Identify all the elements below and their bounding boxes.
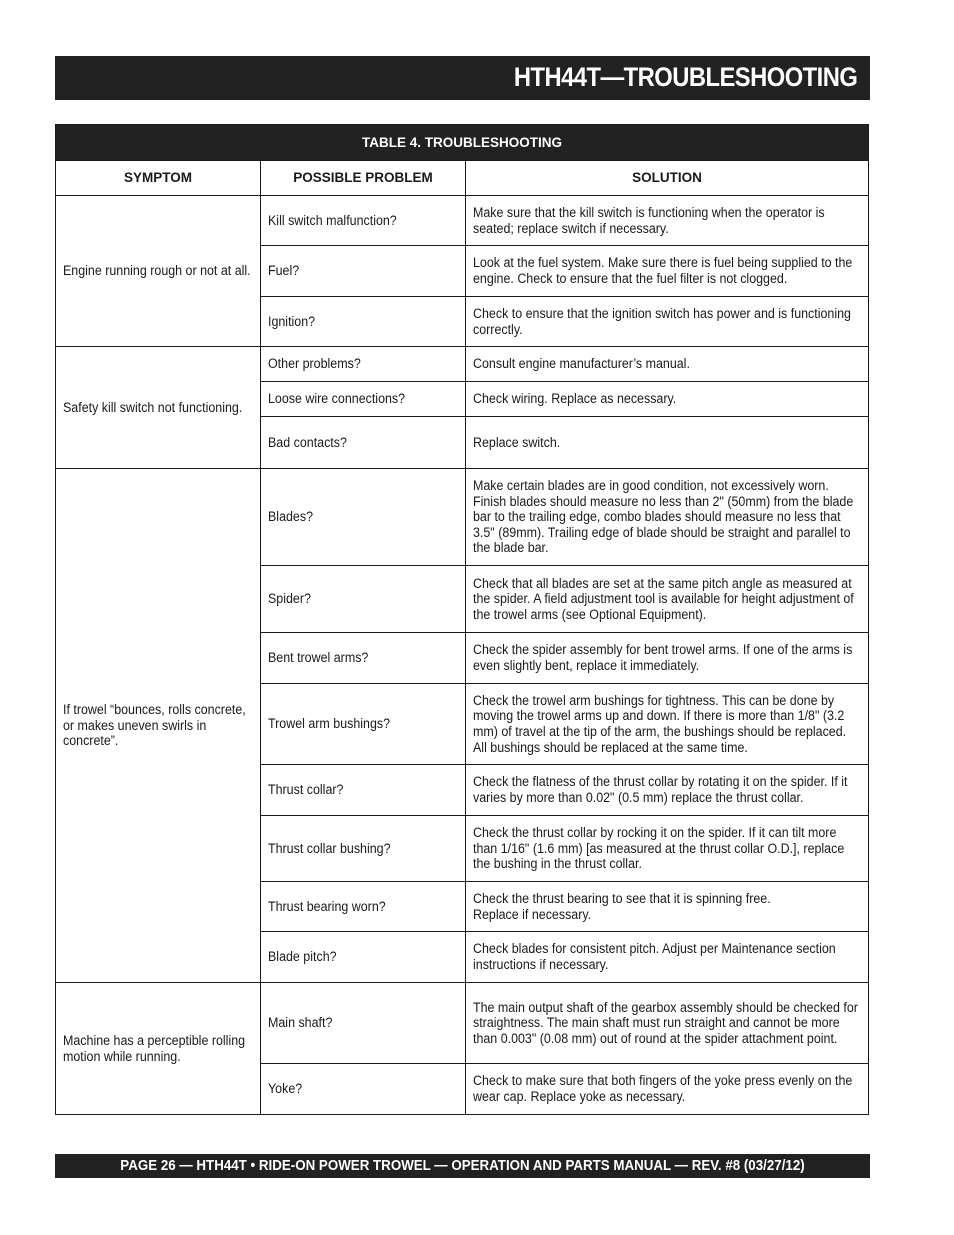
- solution-text: Check that all blades are set at the same pitch angle as measured at the spider. A field adjustment tool is available for height adjustment of the trowel arms (see Optional Equipment).: [473, 575, 854, 622]
- solution-cell: [466, 566, 869, 633]
- table-caption: TABLE 4. TROUBLESHOOTING: [56, 125, 869, 161]
- symptom-text: Machine has a perceptible rolling motion while running.: [63, 1032, 246, 1064]
- solution-cell: [466, 684, 869, 765]
- solution-cell: [466, 417, 869, 469]
- column-header-solution: SOLUTION: [466, 161, 869, 196]
- symptom-text: If trowel “bounces, rolls concrete, or makes uneven swirls in concrete”.: [63, 702, 246, 749]
- problem-text: Yoke?: [268, 1081, 303, 1097]
- solution-text: Check the flatness of the thrust collar by rotating it on the spider. If it varies by more than 0.02" (0.5 mm) replace the thrust collar.: [473, 774, 848, 805]
- solution-cell: [466, 246, 869, 297]
- symptom-cell: [56, 983, 261, 1115]
- problem-cell: [261, 566, 466, 633]
- column-header-possible-problem: POSSIBLE PROBLEM: [261, 161, 466, 196]
- problem-cell: [261, 417, 466, 469]
- solution-text: Make certain blades are in good condition, not excessively worn. Finish blades should measure no less than 2" (50mm) from the blade bar to the trailing edge, combo blades should measure no less that 3.5" (89mm). Trailing edge of blade should be straight and parallel to the blade bar.: [473, 478, 854, 556]
- solution-text: Check the thrust bearing to see that it is spinning free. Replace if necessary.: [473, 890, 771, 922]
- solution-cell: [466, 382, 869, 417]
- page-footer: PAGE 26 — HTH44T • RIDE-ON POWER TROWEL — OPERATION AND PARTS MANUAL — REV. #8 (03/27/12): [120, 1158, 805, 1174]
- problem-text: Spider?: [268, 591, 311, 607]
- problem-text: Bent trowel arms?: [268, 650, 369, 666]
- solution-cell: [466, 196, 869, 246]
- problem-cell: [261, 1064, 466, 1115]
- symptom-text: Safety kill switch not functioning.: [63, 399, 243, 415]
- solution-cell: [466, 932, 869, 983]
- solution-text: Consult engine manufacturer’s manual.: [473, 356, 690, 372]
- solution-cell: [466, 816, 869, 882]
- problem-cell: [261, 469, 466, 566]
- problem-text: Blade pitch?: [268, 949, 337, 965]
- problem-text: Other problems?: [268, 356, 361, 372]
- page-title-bar: [55, 56, 870, 100]
- solution-cell: [466, 633, 869, 684]
- troubleshooting-table: [55, 124, 869, 1115]
- problem-cell: [261, 297, 466, 347]
- solution-text: Check the thrust collar by rocking it on the spider. If it can tilt more than 1/16" (1.6 mm) [as measured at the thrust collar O.D.], replace the bushing in the thrust collar.: [473, 825, 845, 872]
- table-row: [56, 347, 869, 382]
- problem-text: Loose wire connections?: [268, 391, 406, 407]
- problem-text: Thrust collar bushing?: [268, 840, 391, 856]
- problem-text: Bad contacts?: [268, 434, 347, 450]
- solution-cell: [466, 297, 869, 347]
- table-row: [56, 469, 869, 566]
- solution-cell: [466, 882, 869, 932]
- column-header-symptom: SYMPTOM: [56, 161, 261, 196]
- solution-cell: [466, 1064, 869, 1115]
- problem-cell: [261, 816, 466, 882]
- problem-text: Blades?: [268, 509, 314, 525]
- problem-text: Kill switch malfunction?: [268, 212, 397, 228]
- problem-text: Thrust collar?: [268, 782, 344, 798]
- problem-cell: [261, 882, 466, 932]
- solution-cell: [466, 765, 869, 816]
- solution-text: Check wiring. Replace as necessary.: [473, 391, 677, 407]
- table-row: [56, 983, 869, 1064]
- problem-text: Ignition?: [268, 313, 316, 329]
- problem-text: Fuel?: [268, 263, 300, 279]
- symptom-cell: [56, 469, 261, 983]
- page-title: HTH44T—TROUBLESHOOTING: [513, 62, 857, 92]
- symptom-text: Engine running rough or not at all.: [63, 263, 251, 279]
- solution-text: Check the trowel arm bushings for tightness. This can be done by moving the trowel arms up and down. If there is more than 1/8" (3.2 mm) of travel at the tip of the arm, the bushings should be replaced. All bushings should be replaced at the same time.: [473, 692, 847, 755]
- solution-text: Replace switch.: [473, 434, 561, 450]
- problem-cell: [261, 983, 466, 1064]
- table-row: [56, 196, 869, 246]
- problem-cell: [261, 932, 466, 983]
- problem-cell: [261, 684, 466, 765]
- problem-text: Trowel arm bushings?: [268, 716, 391, 732]
- solution-text: Look at the fuel system. Make sure there is fuel being supplied to the engine. Check to ensure that the fuel filter is not clogged.: [473, 255, 853, 286]
- page-footer-bar: [55, 1154, 870, 1178]
- solution-text: Check to make sure that both fingers of the yoke press evenly on the wear cap. Replace yoke as necessary.: [473, 1073, 853, 1104]
- solution-text: Check to ensure that the ignition switch has power and is functioning correctly.: [473, 305, 851, 337]
- symptom-cell: [56, 196, 261, 347]
- problem-cell: [261, 382, 466, 417]
- problem-cell: [261, 347, 466, 382]
- solution-text: Make sure that the kill switch is functioning when the operator is seated; replace switch if necessary.: [473, 204, 825, 236]
- solution-cell: [466, 469, 869, 566]
- problem-text: Thrust bearing worn?: [268, 898, 386, 914]
- problem-cell: [261, 765, 466, 816]
- solution-text: Check the spider assembly for bent trowel arms. If one of the arms is even slightly bent, replace it immediately.: [473, 642, 853, 673]
- problem-text: Main shaft?: [268, 1015, 333, 1031]
- solution-text: The main output shaft of the gearbox assembly should be checked for straightness. The main shaft must run straight and cannot be more than 0.003" (0.08 mm) out of round at the spider attachment point.: [473, 999, 858, 1046]
- solution-cell: [466, 347, 869, 382]
- symptom-cell: [56, 347, 261, 469]
- problem-cell: [261, 246, 466, 297]
- solution-text: Check blades for consistent pitch. Adjust per Maintenance section instructions if necessary.: [473, 941, 836, 972]
- table-body: [56, 196, 869, 1115]
- solution-cell: [466, 983, 869, 1064]
- problem-cell: [261, 196, 466, 246]
- problem-cell: [261, 633, 466, 684]
